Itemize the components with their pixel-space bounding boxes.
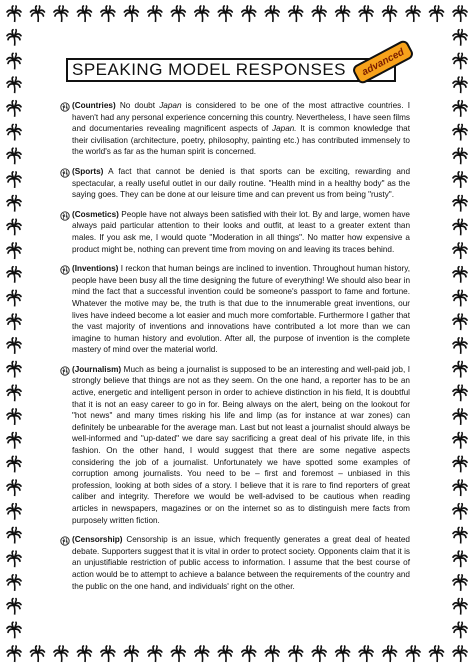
palm-tree-icon <box>453 219 467 235</box>
section-censorship <box>60 534 410 592</box>
palm-tree-icon <box>171 646 185 662</box>
palm-tree-icon <box>195 646 209 662</box>
palm-tree-icon <box>289 6 303 22</box>
palm-tree-icon <box>453 53 467 69</box>
palm-tree-icon <box>312 646 326 662</box>
palm-tree-icon <box>453 267 467 283</box>
palm-tree-icon <box>7 409 21 425</box>
palm-tree-icon <box>7 622 21 638</box>
palm-tree-icon <box>77 646 91 662</box>
palm-tree-icon <box>453 599 467 615</box>
palm-tree-icon <box>7 125 21 141</box>
section-inventions <box>60 263 410 356</box>
palm-tree-icon <box>7 290 21 306</box>
palm-tree-icon <box>265 6 279 22</box>
palm-tree-icon <box>359 646 373 662</box>
palm-tree-icon <box>7 362 21 378</box>
palm-tree-icon <box>336 6 350 22</box>
palm-tree-icon <box>453 504 467 520</box>
section-cosmetics <box>60 209 410 255</box>
palm-tree-icon <box>265 646 279 662</box>
palm-tree-icon <box>453 456 467 472</box>
page-title: SPEAKING MODEL RESPONSES <box>72 60 346 79</box>
palm-tree-icon <box>383 6 397 22</box>
section-text: is considered to be one of the most attractive countries. I haven't had any personal experience concerning this country. Nevertheless, I have seen films and documentaries revealing magnificent aspects of <box>72 101 411 134</box>
palm-tree-icon <box>7 480 21 496</box>
palm-tree-icon <box>30 646 44 662</box>
palm-tree-icon <box>7 219 21 235</box>
palm-tree-icon <box>7 551 21 567</box>
globe-icon <box>60 102 70 112</box>
palm-tree-icon <box>148 646 162 662</box>
palm-tree-icon <box>77 6 91 22</box>
palm-tree-icon <box>218 6 232 22</box>
palm-tree-icon <box>7 338 21 354</box>
palm-tree-icon <box>7 6 21 22</box>
section-text: No doubt <box>115 101 160 110</box>
section-heading: (Censorship) <box>72 535 123 545</box>
palm-tree-icon <box>453 196 467 212</box>
palm-tree-icon <box>7 433 21 449</box>
globe-icon <box>60 536 70 546</box>
emphasis-text: Japan. <box>272 124 297 134</box>
palm-tree-icon <box>7 196 21 212</box>
palm-tree-icon <box>7 456 21 472</box>
palm-tree-icon <box>7 504 21 520</box>
stamp-label: advanced <box>360 46 406 78</box>
globe-icon <box>60 366 70 376</box>
palm-tree-icon <box>453 646 467 662</box>
section-heading: (Sports) <box>72 166 104 176</box>
palm-tree-icon <box>453 622 467 638</box>
palm-tree-icon <box>7 172 21 188</box>
palm-tree-icon <box>242 646 256 662</box>
palm-tree-icon <box>453 243 467 259</box>
palm-tree-icon <box>312 6 326 22</box>
palm-tree-icon <box>406 6 420 22</box>
section-text: Much as being a journalist is supposed to be an interesting and well-paid job, I strongly believe that things are not as they seem. On the one hand, a reporter has to be an active, energetic and intelligent person in order to achieve distinction in his field, It is doubtful that it is not an easy career to go in for. Being always on the alert, being on the lookout for "hot news" and many times risking his life and limp (as for instance at war zones) can definitely be unbearable for the average man. Last but not least a journalist should always be well-informed and "up-dated" we dare say sacrificing a great deal of his private life, in this fashion. On the other hand, I would suggest that there are some negative aspects considering the job of a journalist. Unfortunately we have spotted some examples of corruption among journalists. You need to be – first and foremost – unbiased in this profession, looking at both sides of a story. I believe that it is rare to find reporters of great caliber and integrity. Therefore we would be well-advised to be cautious when reading articles in newspapers, magazines or on the internet so as to distinguish mere facts from purposely written fiction. <box>72 364 410 525</box>
palm-tree-icon <box>453 362 467 378</box>
palm-tree-icon <box>453 77 467 93</box>
palm-tree-icon <box>406 646 420 662</box>
palm-tree-icon <box>7 77 21 93</box>
palm-tree-icon <box>7 599 21 615</box>
palm-tree-icon <box>453 480 467 496</box>
palm-tree-icon <box>101 646 115 662</box>
palm-tree-icon <box>30 6 44 22</box>
palm-tree-icon <box>453 551 467 567</box>
palm-tree-icon <box>383 646 397 662</box>
palm-tree-icon <box>453 101 467 117</box>
section-heading: (Inventions) <box>72 264 119 274</box>
palm-tree-icon <box>7 314 21 330</box>
palm-tree-icon <box>7 527 21 543</box>
palm-tree-icon <box>54 646 68 662</box>
palm-tree-icon <box>336 646 350 662</box>
palm-tree-icon <box>453 409 467 425</box>
palm-tree-icon <box>453 30 467 46</box>
palm-tree-icon <box>453 314 467 330</box>
palm-tree-icon <box>54 6 68 22</box>
palm-tree-icon <box>101 6 115 22</box>
section-text: It is common knowledge that their civilisation (architecture, poetry, philosophy, painting etc.) has contributed immensely to the world's as far as the human spirit is concerned. <box>72 124 410 157</box>
palm-tree-icon <box>453 527 467 543</box>
globe-icon <box>60 265 70 275</box>
section-sports <box>60 166 410 201</box>
palm-tree-icon <box>124 6 138 22</box>
palm-tree-icon <box>7 267 21 283</box>
globe-icon <box>60 168 70 178</box>
palm-tree-icon <box>7 243 21 259</box>
palm-tree-icon <box>7 575 21 591</box>
globe-icon <box>60 211 70 221</box>
palm-tree-icon <box>453 385 467 401</box>
palm-tree-icon <box>453 290 467 306</box>
palm-tree-icon <box>171 6 185 22</box>
palm-tree-icon <box>148 6 162 22</box>
section-countries <box>60 100 410 158</box>
section-text: A fact that cannot be denied is that sports can be exciting, rewarding and spectacular, a really useful outlet in our daily routine. "Health mind in a healthy body" as the saying goes. They can be done at our leisure time and can prevent us from being "rusty". <box>72 166 410 200</box>
palm-tree-icon <box>453 575 467 591</box>
section-journalism <box>60 364 410 526</box>
palm-tree-icon <box>453 172 467 188</box>
palm-tree-icon <box>430 6 444 22</box>
palm-tree-icon <box>7 646 21 662</box>
emphasis-text: Japan <box>159 101 182 110</box>
palm-tree-icon <box>359 6 373 22</box>
palm-tree-icon <box>195 6 209 22</box>
section-text: I reckon that human beings are inclined to invention. Throughout human history, people have been busy all the time designing the future of everything! We should also bear in mind the fact that a successful invention could be someone's passport to fame and fortune. Whatever the motive may be, the truth is that due to the innumerable great inventions, our lives have indeed become a lot easier and much more comfortable. Furthermore I gather that the vast majority of inventions and innovations have contributed a lot more than we can imagine to human history and evolution. After all, the purpose of invention is the complete mastery of mind over the material world. <box>72 264 410 355</box>
section-text: Censorship is an issue, which frequently generates a great deal of heated debate. Supporters suggest that it is vital in order to protect society. Opponents claim that it is an unjustifiable restriction of public access to information. I assume that the best course of action would be to attempt to achieve a balance between the requirements of the country and the public on the one hand, and individuals' right on the other. <box>72 535 410 591</box>
palm-tree-icon <box>453 6 467 22</box>
palm-tree-icon <box>7 30 21 46</box>
section-heading: (Countries) <box>72 101 116 110</box>
section-heading: (Journalism) <box>72 364 122 374</box>
section-heading: (Cosmetics) <box>72 209 119 219</box>
palm-tree-icon <box>7 385 21 401</box>
palm-tree-icon <box>453 338 467 354</box>
palm-tree-icon <box>124 646 138 662</box>
palm-tree-icon <box>430 646 444 662</box>
palm-tree-icon <box>7 53 21 69</box>
section-text: People have not always been satisfied with their lot. By and large, women have always paid particular attention to their looks and outfit, at least to a greater extent than males. If you ask me, I would quote "Moderation in all things". No matter how expensive a product might be, nothing can prevent time from moving on and leaving its traces behind. <box>72 209 410 254</box>
palm-tree-icon <box>242 6 256 22</box>
palm-tree-icon <box>453 125 467 141</box>
palm-tree-icon <box>289 646 303 662</box>
palm-tree-icon <box>218 646 232 662</box>
palm-tree-icon <box>7 101 21 117</box>
document-body <box>60 100 410 600</box>
palm-tree-icon <box>7 148 21 164</box>
palm-tree-icon <box>453 433 467 449</box>
palm-tree-icon <box>453 148 467 164</box>
